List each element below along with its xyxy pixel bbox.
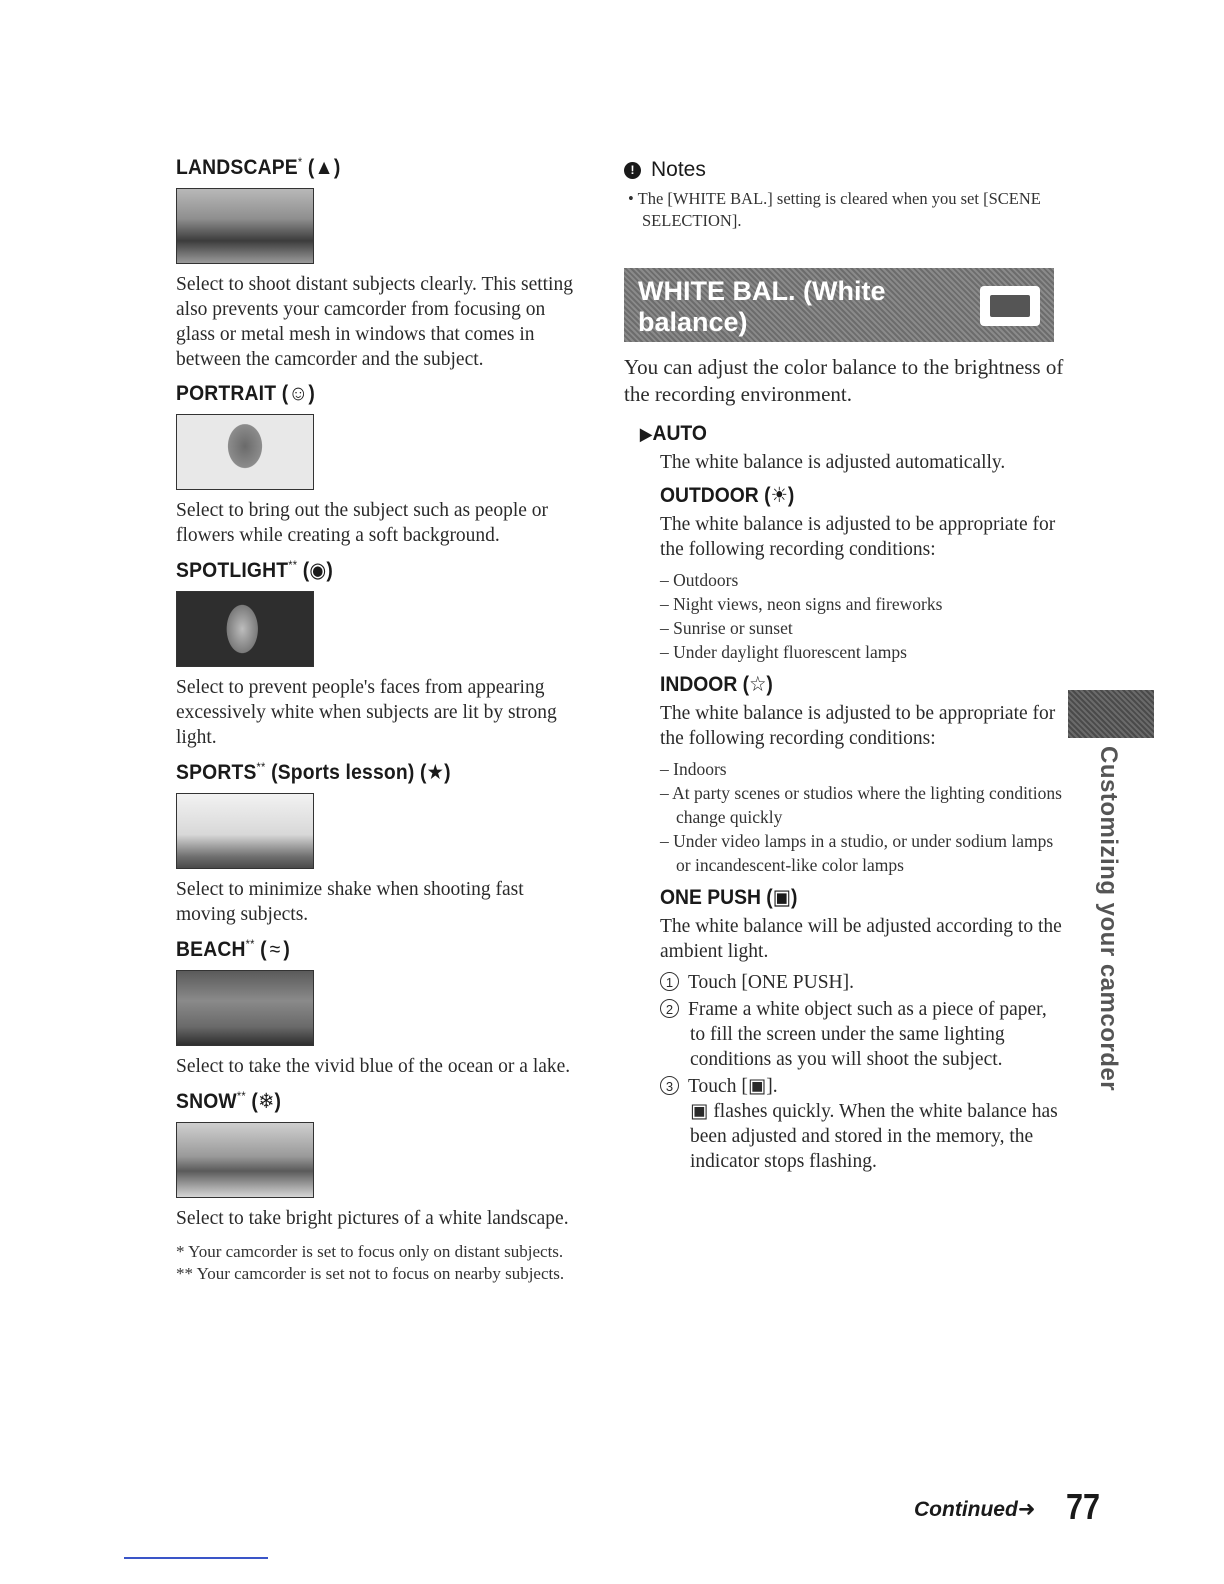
landscape-description: Select to shoot distant subjects clearly. This setting also prevents your camcorder from focusing on glass or metal mesh in windows that comes in between the camcorder and the subject.: [176, 274, 573, 370]
sports-description: Select to minimize shake when shooting fast moving subjects.: [176, 879, 524, 925]
chapter-tab-label: Customizing your camcorder: [1095, 746, 1122, 1092]
spotlight-heading: SPOTLIGHT** (◉): [176, 558, 334, 582]
portrait-thumbnail: [176, 414, 314, 490]
left-column: [176, 155, 576, 1285]
chapter-tab-marker: [1068, 690, 1154, 738]
list-item: – Outdoors: [660, 570, 739, 590]
sports-heading: SPORTS** (Sports lesson) (★): [176, 760, 451, 784]
wb-option-one-push: [660, 885, 1064, 1174]
indoor-bulb-icon: ☆: [749, 673, 767, 696]
one-push-icon: ▣: [772, 886, 791, 909]
beach-thumbnail: [176, 970, 314, 1046]
banner-title: WHITE BAL. (White balance): [638, 276, 886, 337]
step-3: 3 Touch [▣]. ▣ flashes quickly. When the white balance has been adjusted and stored in the memory, the indicator stops flashing.: [660, 1074, 1064, 1174]
beach-description: Select to take the vivid blue of the ocean or a lake.: [176, 1056, 571, 1077]
white-balance-banner: [624, 268, 1054, 342]
snow-description: Select to take bright pictures of a white landscape.: [176, 1208, 569, 1229]
continued-label: Continued➜: [914, 1498, 1036, 1521]
notes-heading: ! Notes: [624, 158, 1064, 182]
list-item: – Indoors: [660, 759, 727, 779]
footnote-single-asterisk: * Your camcorder is set to focus only on distant subjects.: [176, 1242, 564, 1261]
indoor-description: The white balance is adjusted to be appropriate for the following recording conditions:: [660, 703, 1056, 749]
beach-icon: ≈: [269, 938, 281, 961]
step-1: 1 Touch [ONE PUSH].: [660, 970, 1064, 995]
spotlight-thumbnail: [176, 591, 314, 667]
continued-arrow-icon: ➜: [1017, 1498, 1036, 1521]
outdoor-description: The white balance is adjusted to be appropriate for the following recording conditions:: [660, 514, 1056, 560]
spotlight-description: Select to prevent people's faces from appearing excessively white when subjects are lit by strong light.: [176, 677, 557, 748]
notes-section: [624, 158, 1064, 232]
camera-mode-icon: [980, 286, 1040, 326]
list-item: – Sunrise or sunset: [660, 618, 793, 638]
spotlight-icon: ◉: [309, 559, 327, 582]
one-push-inline-icon: ▣: [747, 1076, 767, 1097]
list-item: – Under daylight fluorescent lamps: [660, 642, 907, 662]
white-balance-section: [624, 354, 1064, 1182]
page-number: 77: [1066, 1486, 1101, 1527]
one-push-flash-icon: ▣: [690, 1101, 709, 1122]
landscape-icon: ▲: [314, 156, 334, 179]
footnote-double-asterisk: ** Your camcorder is set not to focus on nearby subjects.: [176, 1264, 565, 1283]
portrait-icon: ☺: [288, 382, 309, 405]
step-3-note: ▣ flashes quickly. When the white balance has been adjusted and stored in the memory, the indicator stops flashing.: [690, 1101, 1058, 1172]
list-item: – At party scenes or studios where the lighting conditions change quickly: [660, 783, 1062, 827]
wb-option-auto: [639, 422, 1064, 475]
wb-option-indoor: [660, 672, 1064, 877]
auto-heading: ▶AUTO: [639, 422, 707, 445]
bottom-rule: [124, 1557, 268, 1559]
landscape-heading: LANDSCAPE* (▲): [176, 155, 341, 179]
list-item: – Night views, neon signs and fireworks: [660, 594, 943, 614]
landscape-thumbnail: [176, 188, 314, 264]
step-number-1: 1: [660, 972, 679, 991]
sports-thumbnail: [176, 793, 314, 869]
notes-icon: !: [624, 162, 641, 179]
list-item: – Under video lamps in a studio, or under sodium lamps or incandescent-like color lamps: [660, 831, 1054, 875]
step-number-2: 2: [660, 999, 679, 1018]
step-number-3: 3: [660, 1076, 679, 1095]
step-2: 2 Frame a white object such as a piece of paper, to fill the screen under the same lighting conditions as you will shoot the subject.: [660, 997, 1064, 1072]
beach-heading: BEACH** ( ≈ ): [176, 937, 290, 961]
snow-icon: ❄: [258, 1090, 275, 1113]
indoor-conditions-list: [660, 757, 1064, 877]
outdoor-conditions-list: [660, 568, 1064, 664]
sports-icon: ★: [426, 761, 445, 784]
portrait-description: Select to bring out the subject such as people or flowers while creating a soft background.: [176, 500, 549, 546]
white-balance-intro: You can adjust the color balance to the brightness of the recording environment.: [624, 355, 1064, 406]
one-push-steps: [660, 970, 1064, 1174]
outdoor-heading: OUTDOOR (☀): [660, 484, 795, 507]
default-arrow-icon: ▶: [639, 424, 653, 444]
note-item: • The [WHITE BAL.] setting is cleared when you set [SCENE SELECTION].: [628, 189, 1041, 230]
indoor-heading: INDOOR (☆): [660, 673, 773, 696]
outdoor-sun-icon: ☀: [770, 484, 788, 507]
portrait-heading: PORTRAIT (☺): [176, 382, 315, 405]
snow-thumbnail: [176, 1122, 314, 1198]
one-push-description: The white balance will be adjusted according to the ambient light.: [660, 916, 1062, 962]
snow-heading: SNOW** (❄): [176, 1089, 282, 1113]
auto-description: The white balance is adjusted automatically.: [660, 452, 1006, 473]
one-push-heading: ONE PUSH (▣): [660, 886, 798, 909]
wb-option-outdoor: [660, 483, 1064, 664]
